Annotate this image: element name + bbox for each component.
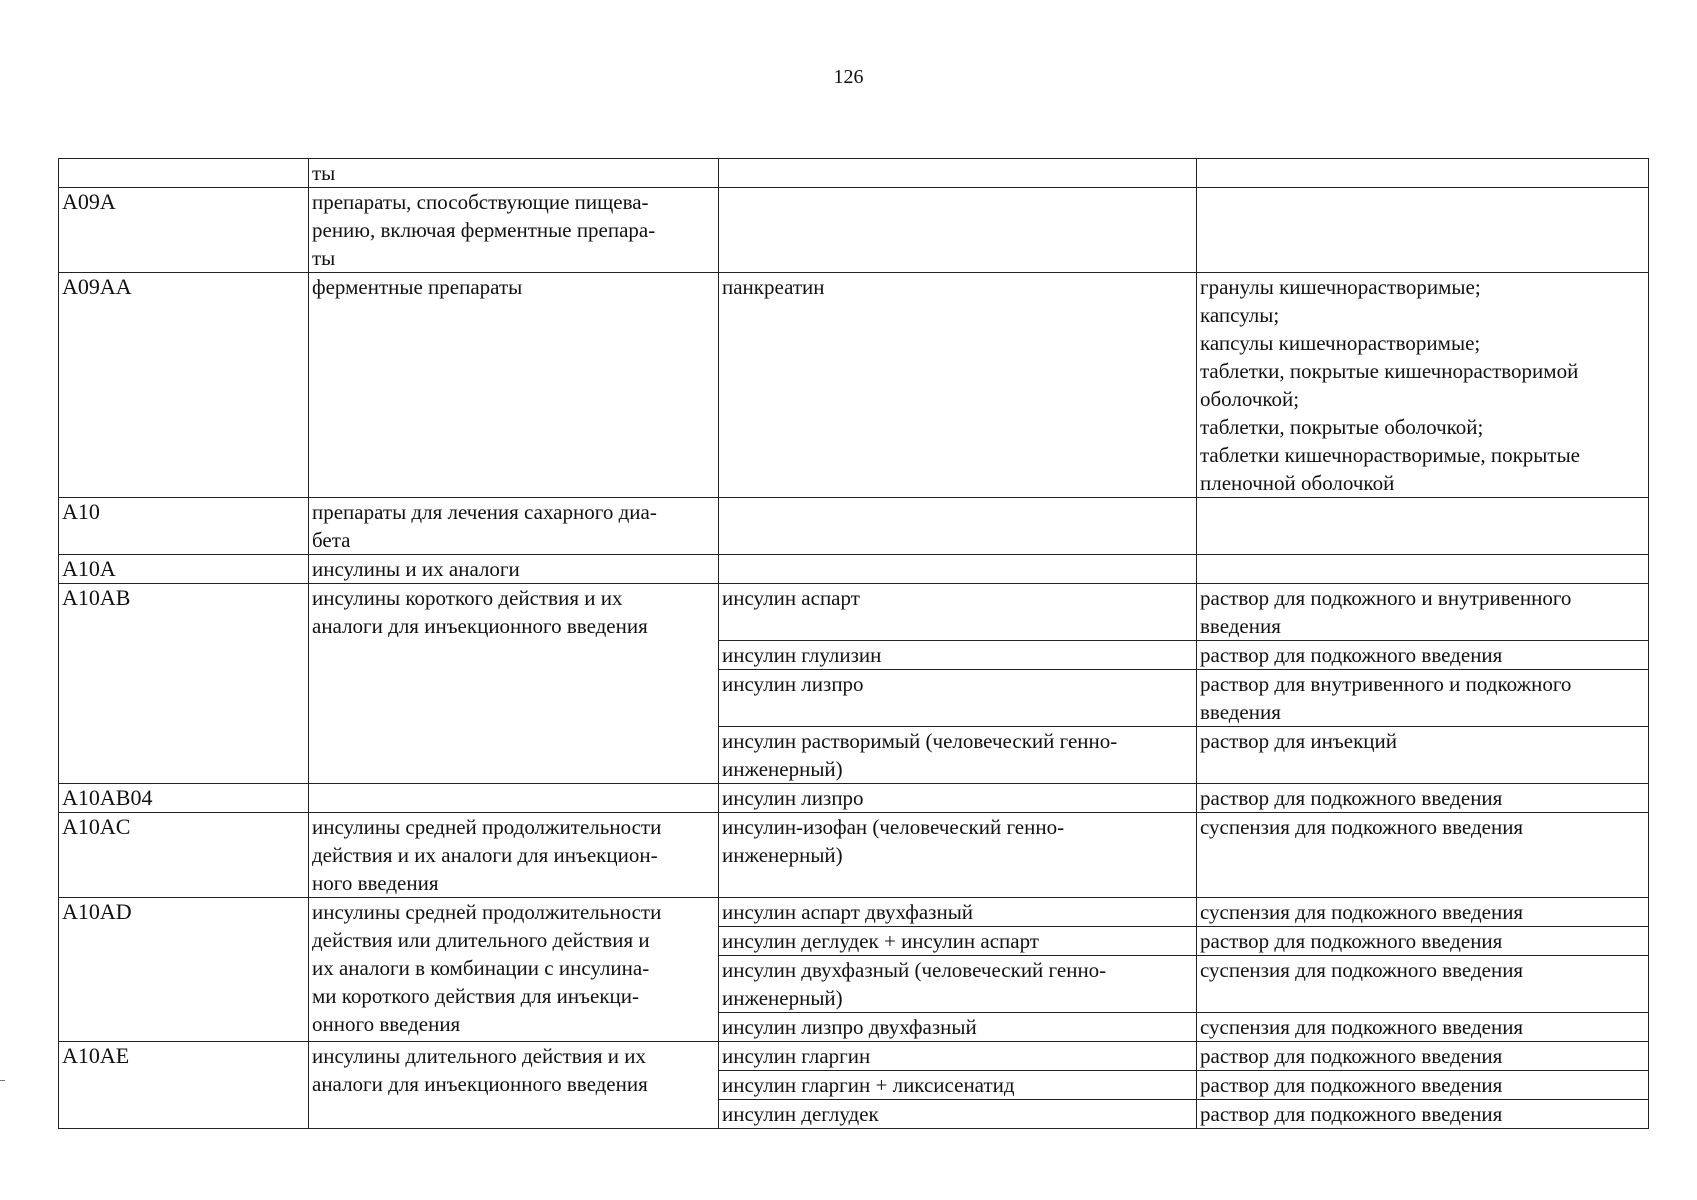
drug-name-cell (719, 1042, 1197, 1071)
dosage-form-cell (1197, 641, 1649, 670)
drug-name-cell (719, 927, 1197, 956)
dosage-form-cell (1197, 188, 1649, 273)
dosage-form-cell (1197, 1042, 1649, 1071)
dosage-form-cell (1197, 1071, 1649, 1100)
drug-name-cell (719, 1100, 1197, 1129)
table-row (59, 584, 1649, 641)
dosage-form-cell (1197, 584, 1649, 641)
drug-classification-table (58, 158, 1649, 1129)
cell-text-line: инсулин деглудек (722, 1102, 879, 1126)
dosage-form-cell (1197, 956, 1649, 1013)
cell-text-line: суспензия для подкожного введения (1200, 958, 1524, 982)
atc-code-cell: A10AD (59, 898, 309, 1042)
dosage-form-cell (1197, 927, 1649, 956)
cell-text-line: бета (312, 528, 351, 552)
atc-code-cell: A09AA (59, 273, 309, 498)
cell-text-line: действия и их аналоги для инъекцион- (312, 843, 658, 867)
cell-text-line: инсулин двухфазный (человеческий генно- (722, 958, 1107, 982)
anatomical-therapeutic-group-cell (309, 188, 719, 273)
cell-text-line: препараты для лечения сахарного диа- (312, 500, 657, 524)
atc-code-cell: A10AB04 (59, 784, 309, 813)
cell-text-line: инсулин лизпро (722, 786, 864, 810)
atc-code-cell: A09A (59, 188, 309, 273)
cell-text-line: раствор для внутривенного и подкожного (1200, 672, 1572, 696)
dosage-form-cell (1197, 498, 1649, 555)
drug-name-cell (719, 956, 1197, 1013)
cell-text-line: капсулы кишечнорастворимые; (1200, 331, 1481, 355)
anatomical-therapeutic-group-cell (309, 555, 719, 584)
cell-text-line: раствор для подкожного введения (1200, 643, 1503, 667)
cell-text-line: ного введения (312, 871, 439, 895)
drug-name-cell (719, 555, 1197, 584)
dosage-form-cell (1197, 159, 1649, 188)
cell-text-line: инсулин глулизин (722, 643, 882, 667)
cell-text-line: инсулины средней продолжительности (312, 900, 662, 924)
cell-text-line: суспензия для подкожного введения (1200, 1015, 1524, 1039)
scan-edge-mark (0, 1080, 5, 1081)
dosage-form-cell (1197, 727, 1649, 784)
table-body (59, 159, 1649, 1129)
cell-text-line: инсулины длительного действия и их (312, 1044, 646, 1068)
atc-code-cell: A10AB (59, 584, 309, 784)
dosage-form-cell (1197, 273, 1649, 498)
drug-name-cell (719, 784, 1197, 813)
atc-code-cell: A10AC (59, 813, 309, 898)
table-row (59, 498, 1649, 555)
cell-text-line: инженерный) (722, 986, 843, 1010)
drug-name-cell (719, 670, 1197, 727)
dosage-form-cell (1197, 898, 1649, 927)
cell-text-line: инсулин гларгин + ликсисенатид (722, 1073, 1015, 1097)
cell-text-line: суспензия для подкожного введения (1200, 900, 1524, 924)
table-row (59, 898, 1649, 927)
cell-text-line: раствор для инъекций (1200, 729, 1397, 753)
drug-name-cell (719, 813, 1197, 898)
cell-text-line: инсулины короткого действия и их (312, 586, 623, 610)
table-row (59, 555, 1649, 584)
drug-name-cell (719, 584, 1197, 641)
cell-text-line: онного введения (312, 1012, 461, 1036)
anatomical-therapeutic-group-cell (309, 784, 719, 813)
cell-text-line: инженерный) (722, 843, 843, 867)
drug-name-cell (719, 188, 1197, 273)
table-row (59, 273, 1649, 498)
table-row (59, 784, 1649, 813)
cell-text-line: раствор для подкожного введения (1200, 1102, 1503, 1126)
cell-text-line: ферментные препараты (312, 275, 523, 299)
cell-text-line: инсулин лизпро двухфазный (722, 1015, 977, 1039)
drug-name-cell (719, 727, 1197, 784)
cell-text-line: рению, включая ферментные препара- (312, 218, 656, 242)
anatomical-therapeutic-group-cell (309, 159, 719, 188)
cell-text-line: аналоги для инъекционного введения (312, 614, 648, 638)
cell-text-line: раствор для подкожного введения (1200, 786, 1503, 810)
drug-name-cell (719, 273, 1197, 498)
cell-text-line: инсулин аспарт (722, 586, 860, 610)
anatomical-therapeutic-group-cell (309, 813, 719, 898)
cell-text-line: их аналоги в комбинации с инсулина- (312, 956, 650, 980)
cell-text-line: инженерный) (722, 757, 843, 781)
cell-text-line: ми короткого действия для инъекци- (312, 984, 639, 1008)
cell-text-line: панкреатин (722, 275, 825, 299)
cell-text-line: ты (312, 161, 336, 185)
cell-text-line: ты (312, 246, 336, 270)
cell-text-line: препараты, способствующие пищева- (312, 190, 649, 214)
cell-text-line: таблетки, покрытые кишечнорастворимой (1200, 359, 1579, 383)
cell-text-line: инсулин-изофан (человеческий генно- (722, 815, 1065, 839)
cell-text-line: раствор для подкожного введения (1200, 929, 1503, 953)
anatomical-therapeutic-group-cell (309, 1042, 719, 1129)
cell-text-line: оболочкой; (1200, 387, 1300, 411)
atc-code-cell: A10A (59, 555, 309, 584)
dosage-form-cell (1197, 1100, 1649, 1129)
drug-name-cell (719, 1071, 1197, 1100)
cell-text-line: инсулин гларгин (722, 1044, 871, 1068)
dosage-form-cell (1197, 784, 1649, 813)
cell-text-line: капсулы; (1200, 303, 1280, 327)
cell-text-line: таблетки кишечнорастворимые, покрытые (1200, 443, 1580, 467)
dosage-form-cell (1197, 670, 1649, 727)
table-row (59, 159, 1649, 188)
drug-name-cell (719, 159, 1197, 188)
drug-name-cell (719, 641, 1197, 670)
cell-text-line: пленочной оболочкой (1200, 471, 1395, 495)
cell-text-line: инсулин аспарт двухфазный (722, 900, 974, 924)
page-number: 126 (833, 66, 864, 88)
drug-name-cell (719, 498, 1197, 555)
anatomical-therapeutic-group-cell (309, 498, 719, 555)
cell-text-line: инсулины и их аналоги (312, 557, 520, 581)
anatomical-therapeutic-group-cell (309, 898, 719, 1042)
drug-name-cell (719, 1013, 1197, 1042)
dosage-form-cell (1197, 555, 1649, 584)
cell-text-line: инсулин лизпро (722, 672, 864, 696)
cell-text-line: инсулин растворимый (человеческий генно- (722, 729, 1118, 753)
cell-text-line: инсулины средней продолжительности (312, 815, 662, 839)
atc-code-cell: A10AE (59, 1042, 309, 1129)
table-row (59, 813, 1649, 898)
cell-text-line: раствор для подкожного введения (1200, 1044, 1503, 1068)
table-row (59, 1042, 1649, 1071)
atc-code-cell: A10 (59, 498, 309, 555)
cell-text-line: раствор для подкожного введения (1200, 1073, 1503, 1097)
table-row (59, 188, 1649, 273)
cell-text-line: введения (1200, 614, 1281, 638)
atc-code-cell (59, 159, 309, 188)
cell-text-line: раствор для подкожного и внутривенного (1200, 586, 1572, 610)
cell-text-line: действия или длительного действия и (312, 928, 650, 952)
cell-text-line: введения (1200, 700, 1281, 724)
cell-text-line: гранулы кишечнорастворимые; (1200, 275, 1481, 299)
drug-name-cell (719, 898, 1197, 927)
dosage-form-cell (1197, 813, 1649, 898)
anatomical-therapeutic-group-cell (309, 273, 719, 498)
cell-text-line: суспензия для подкожного введения (1200, 815, 1524, 839)
anatomical-therapeutic-group-cell (309, 584, 719, 784)
cell-text-line: инсулин деглудек + инсулин аспарт (722, 929, 1039, 953)
dosage-form-cell (1197, 1013, 1649, 1042)
cell-text-line: таблетки, покрытые оболочкой; (1200, 415, 1484, 439)
cell-text-line: аналоги для инъекционного введения (312, 1072, 648, 1096)
